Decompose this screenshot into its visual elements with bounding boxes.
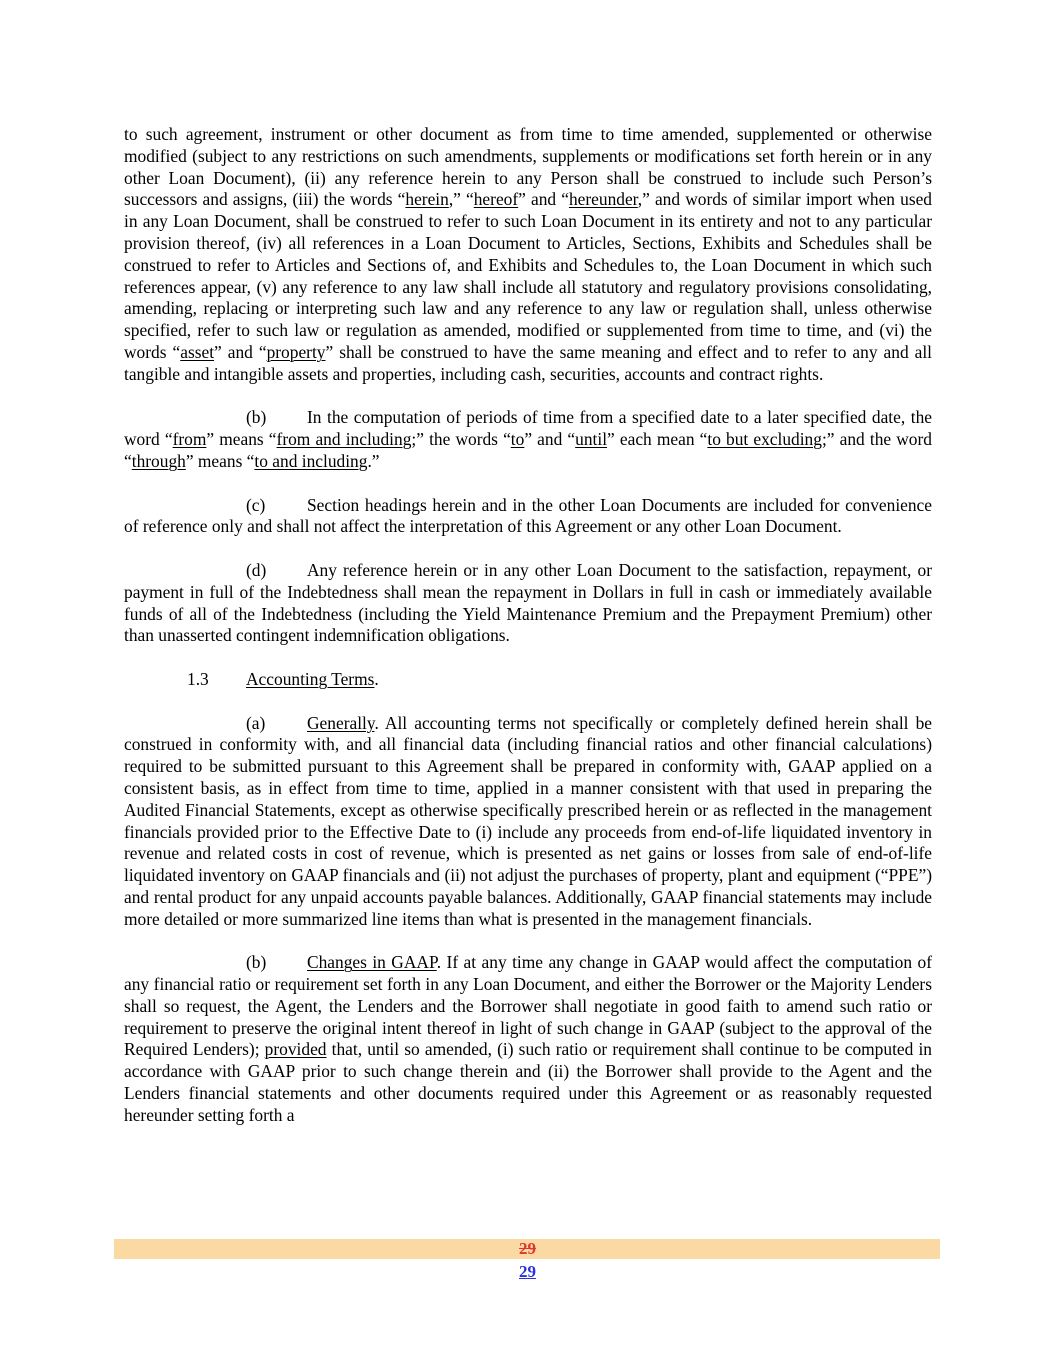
term-asset: asset (180, 341, 215, 362)
paragraph-label: (b) (246, 407, 267, 428)
paragraph-label: (b) (246, 952, 267, 973)
term-hereunder: hereunder (568, 189, 638, 210)
paragraph-c: (c) Section headings herein and in the other Loan Documents are included for convenience of reference only and shall not affect the interpretation of this Agreement or any other Loan Document. (124, 494, 932, 537)
term-through: through (131, 450, 186, 471)
page-number-deleted: 29 (519, 1239, 536, 1258)
term-hereof: hereof (473, 189, 519, 210)
term-herein: herein (405, 189, 449, 210)
section-heading-1-3: 1.3 Accounting Terms. (187, 668, 379, 689)
term-to-and-including: to and including (254, 450, 368, 471)
term-from-and-including: from and including (276, 429, 412, 450)
term-until: until (575, 429, 608, 450)
subheading-changes-in-gaap: Changes in GAAP (307, 952, 437, 973)
paragraph-b: (b) In the computation of periods of time from a specified date to a later specified date, the word “from” means “from and including;” the words “to” and “until” each mean “to but excluding;” and the word “through” means “to and including.” (124, 407, 932, 471)
section-number: 1.3 (187, 668, 209, 689)
term-to: to (510, 429, 525, 450)
paragraph-label: (d) (246, 559, 267, 580)
document-page (124, 124, 932, 1148)
term-to-but-excluding: to but excluding (707, 429, 822, 450)
term-from: from (172, 429, 207, 450)
term-property: property (266, 341, 326, 362)
paragraph-1-3-a: (a) Generally. All accounting terms not specifically or completely defined herein shall be construed in conformity with, and all financial data (including financial ratios and other financial calculations) required to be submitted pursuant to this Agreement shall be prepared in conformity with, GAAP applied on a consistent basis, as in effect from time to time, applied in a manner consistent with that used in preparing the Audited Financial Statements, except as otherwise specifically prescribed herein or as reflected in the management financials provided prior to the Effective Date to (i) include any proceeds from end-of-life liquidated inventory in revenue and related costs in cost of revenue, which is presented as net gains or losses from sale of end-of-life liquidated inventory on GAAP financials and (ii) not adjust the purchases of property, plant and equipment (“PPE”) and rental product for any unpaid accounts payable balances. Additionally, GAAP financial statements may include more detailed or more summarized line items than what is presented in the management financials. (124, 712, 932, 929)
paragraph-label: (c) (246, 494, 266, 515)
paragraph-1-3-b: (b) Changes in GAAP. If at any time any change in GAAP would affect the computation of any financial ratio or requirement set forth in any Loan Document, and either the Borrower or the Majority Lenders shall so request, the Agent, the Lenders and the Borrower shall negotiate in good faith to amend such ratio or requirement to preserve the original intent thereof in light of such change in GAAP (subject to the approval of the Required Lenders); provided that, until so amended, (i) such ratio or requirement shall continue to be computed in accordance with GAAP prior to such change therein and (ii) the Borrower shall provide to the Agent and the Lenders financial statements and other documents required under this Agreement or as reasonably requested hereunder setting forth a (124, 952, 932, 1125)
subheading-generally: Generally (307, 712, 375, 733)
term-provided: provided (264, 1039, 327, 1060)
paragraph-label: (a) (246, 712, 266, 733)
page-number-inserted: 29 (519, 1262, 536, 1281)
paragraph-continuation: to such agreement, instrument or other document as from time to time amended, supplemented or otherwise modified (subject to any restrictions on such amendments, supplements or modifications set forth herein or in any other Loan Document), (ii) any reference herein to any Person shall be construed to include such Person’s successors and assigns, (iii) the words “herein,” “hereof” and “hereunder,” and words of similar import when used in any Loan Document, shall be construed to refer to such Loan Document in its entirety and not to any particular provision thereof, (iv) all references in a Loan Document to Articles, Sections, Exhibits and Schedules shall be construed to refer to Articles and Sections of, and Exhibits and Schedules to, the Loan Document in which such references appear, (v) any reference to any law shall include all statutory and regulatory provisions consolidating, amending, replacing or interpreting such law and any reference to any law or regulation shall, unless otherwise specified, refer to such law or regulation as amended, modified or supplemented from time to time, and (vi) the words “asset” and “property” shall be construed to have the same meaning and effect and to refer to any and all tangible and intangible assets and properties, including cash, securities, accounts and contract rights. (124, 124, 933, 384)
paragraph-d: (d) Any reference herein or in any other Loan Document to the satisfaction, repayment, or payment in full of the Indebtedness shall mean the repayment in Dollars in full in cash or immediately available funds of all of the Indebtedness (including the Yield Maintenance Premium and the Prepayment Premium) other than unasserted contingent indemnification obligations. (124, 559, 932, 646)
section-title: Accounting Terms (246, 668, 375, 689)
